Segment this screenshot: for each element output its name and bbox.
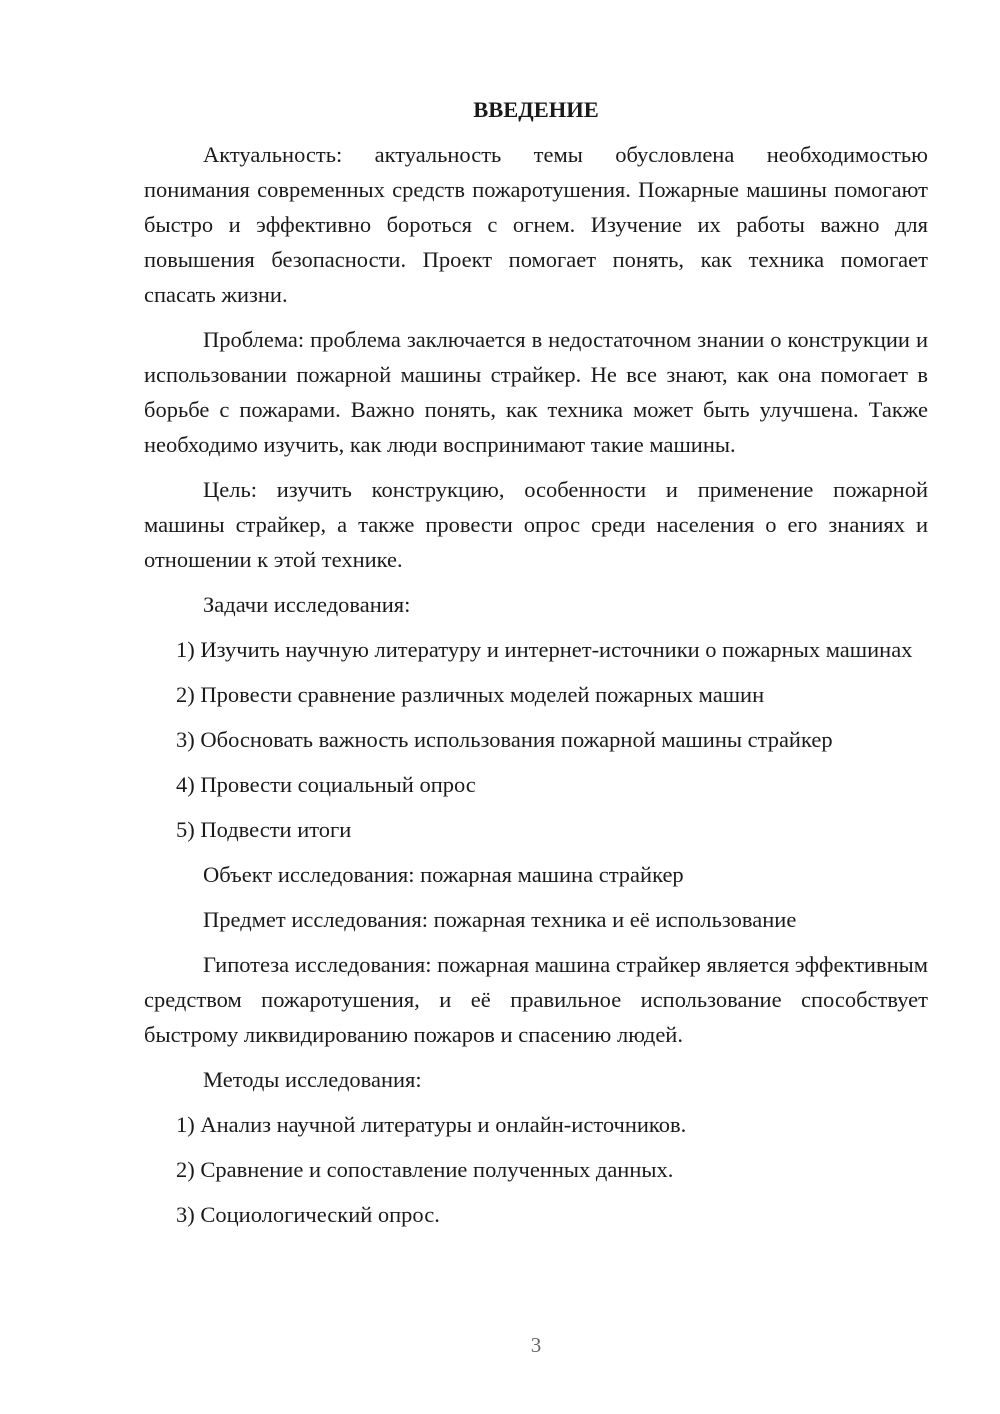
goal-paragraph: Цель: изучить конструкцию, особенности и применение пожарной машины страйкер, а также провести опрос среди населения о его знаниях и отношении к этой технике. [144, 477, 928, 572]
relevance-paragraph: Актуальность: актуальность темы обусловлена необходимостью понимания современных средств пожаротушения. Пожарные машины помогают быстро и эффективно бороться с огнем. Изучение их работы важно для повышения безопасности. Проект помогает понять, как техника помогает спасать жизни. [144, 142, 928, 307]
task-item: 5) Подвести итоги [176, 817, 352, 842]
method-item: 3) Социологический опрос. [176, 1202, 440, 1227]
page-number: 3 [530, 1333, 542, 1357]
page-content [144, 92, 928, 1242]
methods-label: Методы исследования: [203, 1067, 422, 1092]
tasks-label: Задачи исследования: [203, 592, 411, 617]
method-item: 2) Сравнение и сопоставление полученных данных. [176, 1157, 674, 1182]
task-item: 1) Изучить научную литературу и интернет-источники о пожарных машинах [176, 637, 913, 662]
problem-paragraph: Проблема: проблема заключается в недостаточном знании о конструкции и использовании пожарной машины страйкер. Не все знают, как она помогает в борьбе с пожарами. Важно понять, как техника может быть улучшена. Также необходимо изучить, как люди воспринимают такие машины. [144, 327, 928, 457]
hypothesis-paragraph: Гипотеза исследования: пожарная машина страйкер является эффективным средством пожаротушения, и её правильное использование способствует быстрому ликвидированию пожаров и спасению людей. [144, 952, 928, 1047]
page-title: ВВЕДЕНИЕ [473, 97, 599, 122]
task-item: 2) Провести сравнение различных моделей пожарных машин [176, 682, 765, 707]
task-item: 3) Обосновать важность использования пожарной машины страйкер [176, 727, 833, 752]
method-item: 1) Анализ научной литературы и онлайн-источников. [176, 1112, 687, 1137]
research-object: Объект исследования: пожарная машина страйкер [203, 862, 684, 887]
research-subject: Предмет исследования: пожарная техника и её использование [203, 907, 797, 932]
task-item: 4) Провести социальный опрос [176, 772, 476, 797]
